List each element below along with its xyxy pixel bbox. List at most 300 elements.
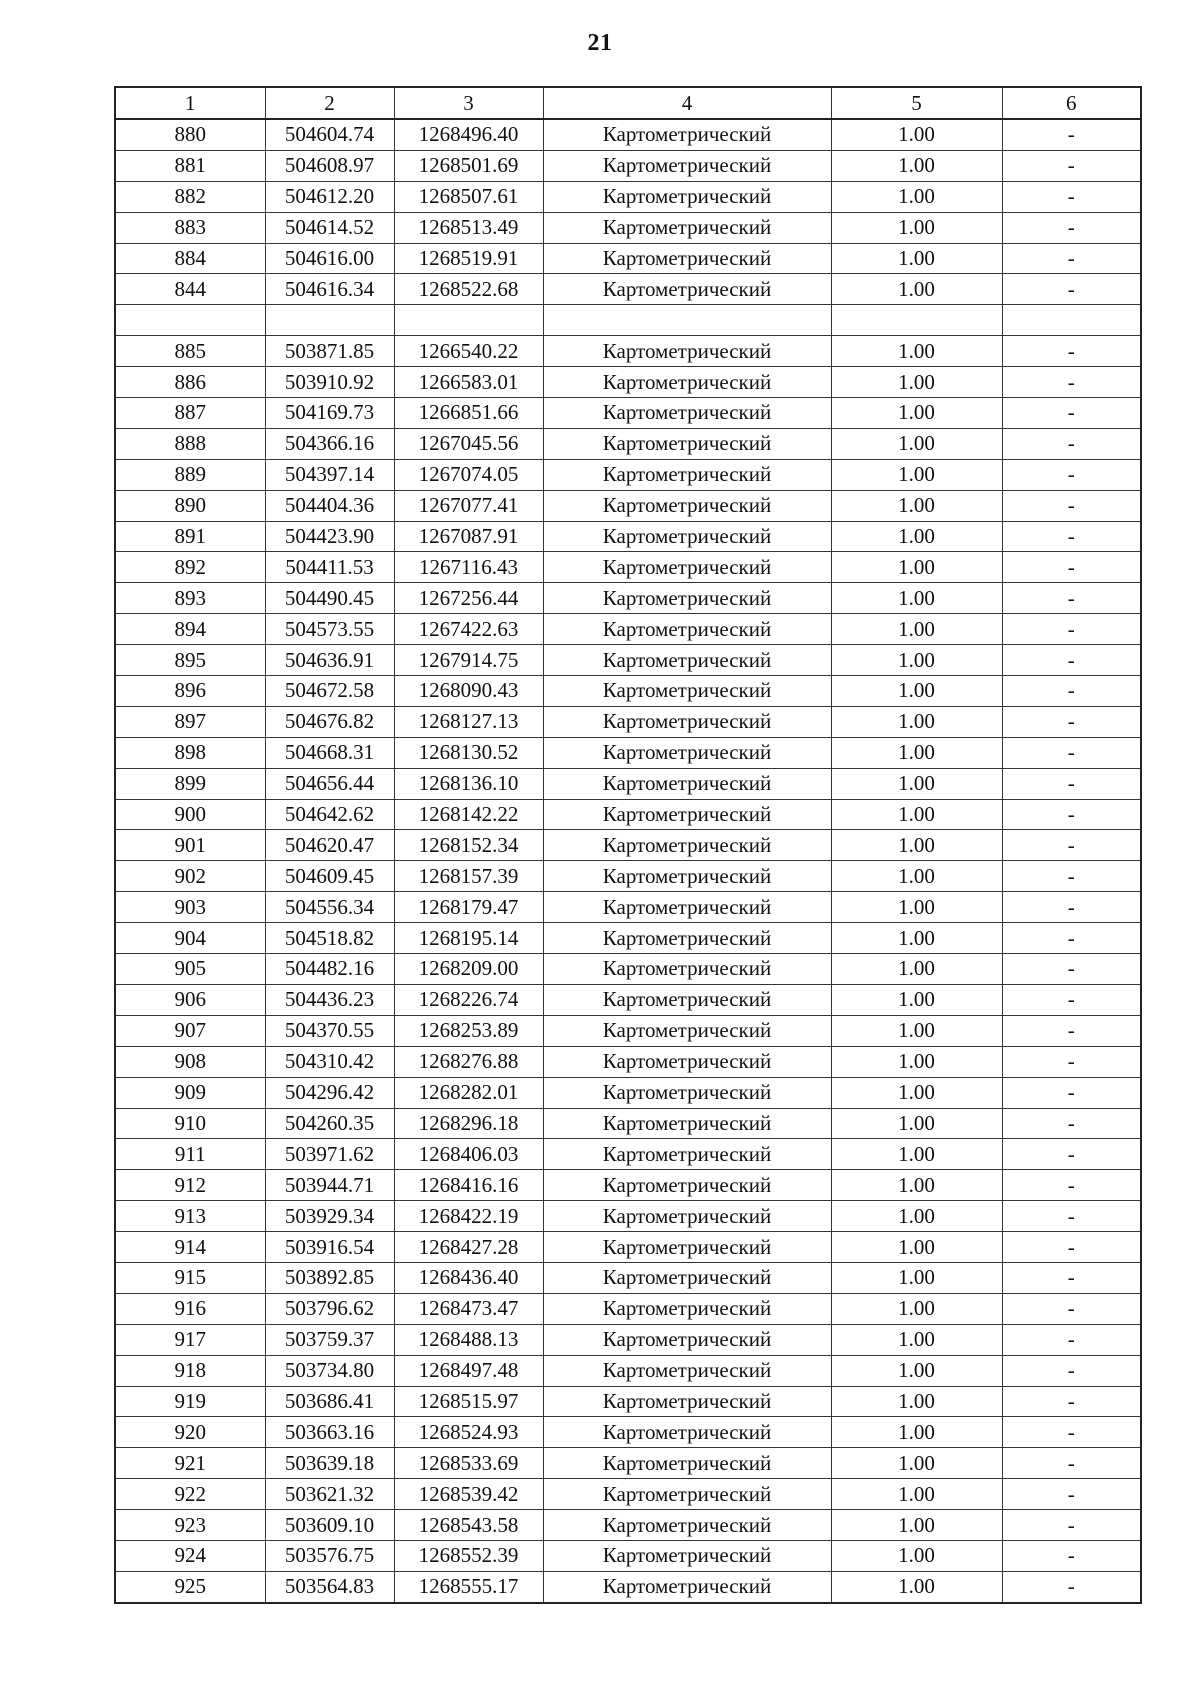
x-coordinate-cell: 504636.91 [265, 645, 394, 676]
column-header: 1 [115, 87, 265, 119]
table-row [115, 1046, 1141, 1077]
y-coordinate-cell: 1268253.89 [394, 1015, 543, 1046]
description-cell: - [1002, 1510, 1141, 1541]
accuracy-cell: 1.00 [831, 923, 1002, 954]
accuracy-cell: 1.00 [831, 614, 1002, 645]
table-row [115, 645, 1141, 676]
description-cell: - [1002, 1540, 1141, 1571]
method-cell: Картометрический [543, 428, 831, 459]
method-cell: Картометрический [543, 1571, 831, 1602]
y-coordinate-cell: 1268543.58 [394, 1510, 543, 1541]
point-number-cell: 917 [115, 1324, 265, 1355]
method-cell: Картометрический [543, 737, 831, 768]
table-row [115, 1479, 1141, 1510]
y-coordinate-cell: 1268195.14 [394, 923, 543, 954]
y-coordinate-cell: 1268533.69 [394, 1448, 543, 1479]
y-coordinate-cell: 1268406.03 [394, 1139, 543, 1170]
accuracy-cell: 1.00 [831, 243, 1002, 274]
y-coordinate-cell: 1267422.63 [394, 614, 543, 645]
y-coordinate-cell: 1268209.00 [394, 954, 543, 985]
table-row [115, 892, 1141, 923]
accuracy-cell: 1.00 [831, 490, 1002, 521]
table-row [115, 583, 1141, 614]
description-cell: - [1002, 614, 1141, 645]
x-coordinate-cell: 503576.75 [265, 1540, 394, 1571]
description-cell: - [1002, 1046, 1141, 1077]
x-coordinate-cell [265, 305, 394, 336]
point-number-cell: 915 [115, 1262, 265, 1293]
method-cell: Картометрический [543, 1108, 831, 1139]
x-coordinate-cell: 504482.16 [265, 954, 394, 985]
x-coordinate-cell: 504169.73 [265, 398, 394, 429]
point-number-cell: 911 [115, 1139, 265, 1170]
y-coordinate-cell: 1268179.47 [394, 892, 543, 923]
method-cell: Картометрический [543, 459, 831, 490]
point-number-cell: 923 [115, 1510, 265, 1541]
accuracy-cell: 1.00 [831, 830, 1002, 861]
accuracy-cell: 1.00 [831, 706, 1002, 737]
x-coordinate-cell: 504556.34 [265, 892, 394, 923]
x-coordinate-cell: 503734.80 [265, 1355, 394, 1386]
description-cell: - [1002, 984, 1141, 1015]
accuracy-cell: 1.00 [831, 1448, 1002, 1479]
y-coordinate-cell: 1268427.28 [394, 1232, 543, 1263]
y-coordinate-cell: 1268282.01 [394, 1077, 543, 1108]
y-coordinate-cell: 1268539.42 [394, 1479, 543, 1510]
accuracy-cell: 1.00 [831, 1324, 1002, 1355]
y-coordinate-cell: 1268513.49 [394, 212, 543, 243]
description-cell: - [1002, 490, 1141, 521]
x-coordinate-cell: 504296.42 [265, 1077, 394, 1108]
point-number-cell: 906 [115, 984, 265, 1015]
accuracy-cell: 1.00 [831, 336, 1002, 367]
table-row [115, 1355, 1141, 1386]
method-cell: Картометрический [543, 367, 831, 398]
accuracy-cell: 1.00 [831, 181, 1002, 212]
method-cell: Картометрический [543, 119, 831, 150]
table-row [115, 1417, 1141, 1448]
point-number-cell: 901 [115, 830, 265, 861]
x-coordinate-cell: 504642.62 [265, 799, 394, 830]
point-number-cell: 909 [115, 1077, 265, 1108]
method-cell: Картометрический [543, 954, 831, 985]
x-coordinate-cell: 504604.74 [265, 119, 394, 150]
description-cell: - [1002, 1077, 1141, 1108]
method-cell: Картометрический [543, 181, 831, 212]
point-number-cell: 899 [115, 768, 265, 799]
method-cell: Картометрический [543, 1201, 831, 1232]
point-number-cell: 896 [115, 676, 265, 707]
method-cell: Картометрический [543, 1015, 831, 1046]
table-row [115, 1386, 1141, 1417]
table-body [115, 119, 1141, 1603]
point-number-cell: 907 [115, 1015, 265, 1046]
description-cell: - [1002, 1324, 1141, 1355]
description-cell: - [1002, 1293, 1141, 1324]
method-cell: Картометрический [543, 1417, 831, 1448]
description-cell: - [1002, 737, 1141, 768]
accuracy-cell: 1.00 [831, 984, 1002, 1015]
description-cell: - [1002, 1139, 1141, 1170]
table-row [115, 1015, 1141, 1046]
point-number-cell: 886 [115, 367, 265, 398]
x-coordinate-cell: 504668.31 [265, 737, 394, 768]
description-cell: - [1002, 892, 1141, 923]
table-row [115, 954, 1141, 985]
table-row [115, 1108, 1141, 1139]
x-coordinate-cell: 503796.62 [265, 1293, 394, 1324]
description-cell: - [1002, 645, 1141, 676]
method-cell: Картометрический [543, 490, 831, 521]
description-cell: - [1002, 1108, 1141, 1139]
point-number-cell: 905 [115, 954, 265, 985]
description-cell: - [1002, 336, 1141, 367]
point-number-cell: 898 [115, 737, 265, 768]
y-coordinate-cell: 1268473.47 [394, 1293, 543, 1324]
accuracy-cell: 1.00 [831, 1077, 1002, 1108]
point-number-cell: 884 [115, 243, 265, 274]
method-cell: Картометрический [543, 830, 831, 861]
accuracy-cell: 1.00 [831, 428, 1002, 459]
x-coordinate-cell: 503639.18 [265, 1448, 394, 1479]
table-row [115, 1262, 1141, 1293]
table-row [115, 1201, 1141, 1232]
x-coordinate-cell: 503621.32 [265, 1479, 394, 1510]
point-number-cell: 904 [115, 923, 265, 954]
x-coordinate-cell: 503971.62 [265, 1139, 394, 1170]
method-cell: Картометрический [543, 614, 831, 645]
table-row [115, 459, 1141, 490]
description-cell [1002, 305, 1141, 336]
description-cell: - [1002, 428, 1141, 459]
y-coordinate-cell: 1267116.43 [394, 552, 543, 583]
x-coordinate-cell: 504609.45 [265, 861, 394, 892]
x-coordinate-cell: 503910.92 [265, 367, 394, 398]
x-coordinate-cell: 503944.71 [265, 1170, 394, 1201]
method-cell: Картометрический [543, 676, 831, 707]
y-coordinate-cell: 1268142.22 [394, 799, 543, 830]
y-coordinate-cell: 1266540.22 [394, 336, 543, 367]
method-cell: Картометрический [543, 768, 831, 799]
point-number-cell: 890 [115, 490, 265, 521]
table-row [115, 490, 1141, 521]
description-cell: - [1002, 181, 1141, 212]
y-coordinate-cell: 1268416.16 [394, 1170, 543, 1201]
y-coordinate-cell: 1267914.75 [394, 645, 543, 676]
description-cell: - [1002, 1571, 1141, 1602]
description-cell: - [1002, 243, 1141, 274]
point-number-cell: 883 [115, 212, 265, 243]
y-coordinate-cell: 1267074.05 [394, 459, 543, 490]
accuracy-cell: 1.00 [831, 150, 1002, 181]
point-number-cell: 893 [115, 583, 265, 614]
method-cell: Картометрический [543, 1540, 831, 1571]
table-row [115, 181, 1141, 212]
x-coordinate-cell: 504614.52 [265, 212, 394, 243]
point-number-cell: 889 [115, 459, 265, 490]
x-coordinate-cell: 504404.36 [265, 490, 394, 521]
y-coordinate-cell: 1268501.69 [394, 150, 543, 181]
point-number-cell: 916 [115, 1293, 265, 1324]
table-row [115, 305, 1141, 336]
x-coordinate-cell: 503663.16 [265, 1417, 394, 1448]
description-cell: - [1002, 212, 1141, 243]
description-cell: - [1002, 398, 1141, 429]
coordinates-table [114, 86, 1142, 1604]
table-row [115, 274, 1141, 305]
accuracy-cell: 1.00 [831, 645, 1002, 676]
description-cell: - [1002, 1386, 1141, 1417]
method-cell: Картометрический [543, 212, 831, 243]
description-cell: - [1002, 1479, 1141, 1510]
y-coordinate-cell: 1267256.44 [394, 583, 543, 614]
accuracy-cell: 1.00 [831, 367, 1002, 398]
table-row [115, 984, 1141, 1015]
description-cell: - [1002, 706, 1141, 737]
x-coordinate-cell: 504612.20 [265, 181, 394, 212]
y-coordinate-cell: 1268157.39 [394, 861, 543, 892]
description-cell: - [1002, 923, 1141, 954]
y-coordinate-cell: 1268515.97 [394, 1386, 543, 1417]
x-coordinate-cell: 503929.34 [265, 1201, 394, 1232]
x-coordinate-cell: 504616.00 [265, 243, 394, 274]
accuracy-cell: 1.00 [831, 212, 1002, 243]
x-coordinate-cell: 504608.97 [265, 150, 394, 181]
y-coordinate-cell: 1268090.43 [394, 676, 543, 707]
method-cell: Картометрический [543, 1262, 831, 1293]
table-row [115, 1293, 1141, 1324]
x-coordinate-cell: 503759.37 [265, 1324, 394, 1355]
x-coordinate-cell: 504370.55 [265, 1015, 394, 1046]
accuracy-cell: 1.00 [831, 768, 1002, 799]
method-cell: Картометрический [543, 1046, 831, 1077]
table-row [115, 1571, 1141, 1602]
x-coordinate-cell: 504573.55 [265, 614, 394, 645]
point-number-cell: 924 [115, 1540, 265, 1571]
accuracy-cell: 1.00 [831, 676, 1002, 707]
accuracy-cell: 1.00 [831, 1479, 1002, 1510]
accuracy-cell: 1.00 [831, 583, 1002, 614]
method-cell: Картометрический [543, 645, 831, 676]
method-cell: Картометрический [543, 1355, 831, 1386]
x-coordinate-cell: 504366.16 [265, 428, 394, 459]
column-header: 2 [265, 87, 394, 119]
x-coordinate-cell: 504260.35 [265, 1108, 394, 1139]
method-cell: Картометрический [543, 274, 831, 305]
method-cell: Картометрический [543, 243, 831, 274]
accuracy-cell: 1.00 [831, 1139, 1002, 1170]
table-row [115, 737, 1141, 768]
description-cell: - [1002, 521, 1141, 552]
accuracy-cell: 1.00 [831, 552, 1002, 583]
point-number-cell: 918 [115, 1355, 265, 1386]
method-cell: Картометрический [543, 1232, 831, 1263]
y-coordinate-cell: 1268136.10 [394, 768, 543, 799]
y-coordinate-cell: 1267077.41 [394, 490, 543, 521]
description-cell: - [1002, 459, 1141, 490]
point-number-cell: 903 [115, 892, 265, 923]
accuracy-cell: 1.00 [831, 119, 1002, 150]
table-row [115, 367, 1141, 398]
table-row [115, 552, 1141, 583]
description-cell: - [1002, 830, 1141, 861]
table-row [115, 799, 1141, 830]
y-coordinate-cell: 1268524.93 [394, 1417, 543, 1448]
column-header: 6 [1002, 87, 1141, 119]
description-cell: - [1002, 768, 1141, 799]
y-coordinate-cell: 1268519.91 [394, 243, 543, 274]
table-row [115, 1077, 1141, 1108]
y-coordinate-cell [394, 305, 543, 336]
method-cell: Картометрический [543, 706, 831, 737]
accuracy-cell: 1.00 [831, 1293, 1002, 1324]
point-number-cell: 900 [115, 799, 265, 830]
table-row [115, 428, 1141, 459]
y-coordinate-cell: 1268552.39 [394, 1540, 543, 1571]
column-header: 5 [831, 87, 1002, 119]
point-number-cell: 885 [115, 336, 265, 367]
y-coordinate-cell: 1268436.40 [394, 1262, 543, 1293]
x-coordinate-cell: 503564.83 [265, 1571, 394, 1602]
accuracy-cell: 1.00 [831, 1201, 1002, 1232]
method-cell: Картометрический [543, 150, 831, 181]
point-number-cell: 844 [115, 274, 265, 305]
x-coordinate-cell: 504656.44 [265, 768, 394, 799]
page-number: 21 [587, 30, 613, 56]
description-cell: - [1002, 1262, 1141, 1293]
accuracy-cell: 1.00 [831, 1262, 1002, 1293]
y-coordinate-cell: 1268276.88 [394, 1046, 543, 1077]
method-cell: Картометрический [543, 336, 831, 367]
accuracy-cell: 1.00 [831, 1015, 1002, 1046]
table-row [115, 521, 1141, 552]
description-cell: - [1002, 274, 1141, 305]
column-header: 4 [543, 87, 831, 119]
accuracy-cell: 1.00 [831, 1540, 1002, 1571]
method-cell: Картометрический [543, 1293, 831, 1324]
x-coordinate-cell: 503916.54 [265, 1232, 394, 1263]
accuracy-cell: 1.00 [831, 892, 1002, 923]
point-number-cell: 914 [115, 1232, 265, 1263]
method-cell: Картометрический [543, 1324, 831, 1355]
description-cell: - [1002, 1170, 1141, 1201]
point-number-cell: 887 [115, 398, 265, 429]
accuracy-cell: 1.00 [831, 1046, 1002, 1077]
y-coordinate-cell: 1268507.61 [394, 181, 543, 212]
point-number-cell: 921 [115, 1448, 265, 1479]
description-cell: - [1002, 1355, 1141, 1386]
description-cell: - [1002, 150, 1141, 181]
table-row [115, 336, 1141, 367]
table-row [115, 212, 1141, 243]
accuracy-cell: 1.00 [831, 861, 1002, 892]
x-coordinate-cell: 504620.47 [265, 830, 394, 861]
point-number-cell: 894 [115, 614, 265, 645]
x-coordinate-cell: 503686.41 [265, 1386, 394, 1417]
x-coordinate-cell: 504672.58 [265, 676, 394, 707]
y-coordinate-cell: 1268152.34 [394, 830, 543, 861]
accuracy-cell: 1.00 [831, 274, 1002, 305]
x-coordinate-cell: 504490.45 [265, 583, 394, 614]
x-coordinate-cell: 503892.85 [265, 1262, 394, 1293]
accuracy-cell: 1.00 [831, 1510, 1002, 1541]
description-cell: - [1002, 1015, 1141, 1046]
y-coordinate-cell: 1267087.91 [394, 521, 543, 552]
x-coordinate-cell: 504616.34 [265, 274, 394, 305]
point-number-cell: 891 [115, 521, 265, 552]
method-cell: Картометрический [543, 1448, 831, 1479]
method-cell: Картометрический [543, 799, 831, 830]
point-number-cell: 920 [115, 1417, 265, 1448]
accuracy-cell: 1.00 [831, 954, 1002, 985]
x-coordinate-cell: 504423.90 [265, 521, 394, 552]
x-coordinate-cell: 504518.82 [265, 923, 394, 954]
accuracy-cell: 1.00 [831, 1417, 1002, 1448]
method-cell: Картометрический [543, 923, 831, 954]
y-coordinate-cell: 1268130.52 [394, 737, 543, 768]
description-cell: - [1002, 367, 1141, 398]
y-coordinate-cell: 1267045.56 [394, 428, 543, 459]
y-coordinate-cell: 1268226.74 [394, 984, 543, 1015]
table-row [115, 398, 1141, 429]
table-header-row [115, 87, 1141, 119]
point-number-cell: 910 [115, 1108, 265, 1139]
method-cell: Картометрический [543, 583, 831, 614]
y-coordinate-cell: 1268296.18 [394, 1108, 543, 1139]
point-number-cell: 881 [115, 150, 265, 181]
method-cell: Картометрический [543, 398, 831, 429]
method-cell [543, 305, 831, 336]
description-cell: - [1002, 1448, 1141, 1479]
y-coordinate-cell: 1268488.13 [394, 1324, 543, 1355]
point-number-cell [115, 305, 265, 336]
table-row [115, 1448, 1141, 1479]
point-number-cell: 888 [115, 428, 265, 459]
table-row [115, 119, 1141, 150]
method-cell: Картометрический [543, 1510, 831, 1541]
accuracy-cell: 1.00 [831, 1232, 1002, 1263]
accuracy-cell: 1.00 [831, 737, 1002, 768]
table-row [115, 768, 1141, 799]
point-number-cell: 902 [115, 861, 265, 892]
y-coordinate-cell: 1268555.17 [394, 1571, 543, 1602]
x-coordinate-cell: 503871.85 [265, 336, 394, 367]
table-row [115, 1324, 1141, 1355]
point-number-cell: 919 [115, 1386, 265, 1417]
x-coordinate-cell: 504397.14 [265, 459, 394, 490]
method-cell: Картометрический [543, 1386, 831, 1417]
table-row [115, 150, 1141, 181]
table-row [115, 706, 1141, 737]
description-cell: - [1002, 799, 1141, 830]
x-coordinate-cell: 503609.10 [265, 1510, 394, 1541]
method-cell: Картометрический [543, 984, 831, 1015]
x-coordinate-cell: 504436.23 [265, 984, 394, 1015]
x-coordinate-cell: 504676.82 [265, 706, 394, 737]
description-cell: - [1002, 861, 1141, 892]
accuracy-cell: 1.00 [831, 1108, 1002, 1139]
point-number-cell: 922 [115, 1479, 265, 1510]
table-row [115, 614, 1141, 645]
table-row [115, 1232, 1141, 1263]
method-cell: Картометрический [543, 1139, 831, 1170]
accuracy-cell: 1.00 [831, 1170, 1002, 1201]
point-number-cell: 882 [115, 181, 265, 212]
table-row [115, 676, 1141, 707]
accuracy-cell: 1.00 [831, 398, 1002, 429]
point-number-cell: 897 [115, 706, 265, 737]
y-coordinate-cell: 1268497.48 [394, 1355, 543, 1386]
